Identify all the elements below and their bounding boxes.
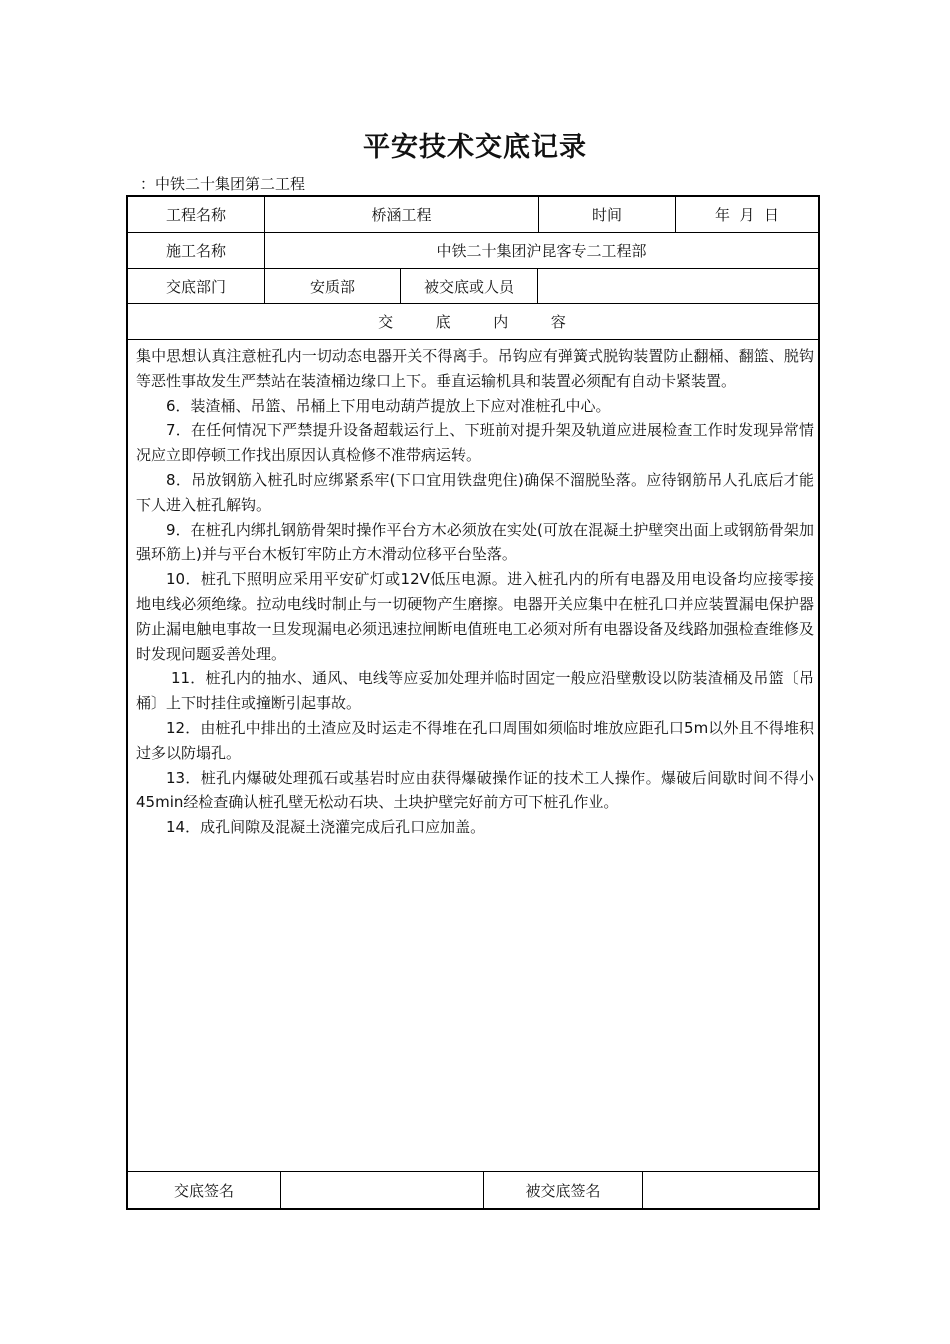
content-paragraph: 13．桩孔内爆破处理孤石或基岩时应由获得爆破操作证的技术工人操作。爆破后间歇时间不得小45min经检查确认桩孔壁无松动石块、土块护壁完好前方可下桩孔作业。 bbox=[136, 768, 814, 812]
recipient-signature-field[interactable] bbox=[643, 1172, 818, 1209]
content-paragraph: 集中思想认真注意桩孔内一切动态电器开关不得离手。吊钩应有弹簧式脱钩装置防止翻桶、翻篮、脱钩等恶性事故发生严禁站在装渣桶边缘口上下。垂直运输机具和装置必须配有自动卡紧装置。 bbox=[136, 347, 814, 390]
content-paragraph: 6．装渣桶、吊篮、吊桶上下用电动葫芦提放上下应对准桩孔中心。 bbox=[166, 396, 611, 415]
project-name-value: 桥涵工程 bbox=[371, 206, 432, 224]
content-paragraph: 11．桩孔内的抽水、通风、电线等应妥加处理并临时固定一般应沿壁敷设以防装渣桶及吊篮〔吊桶〕上下时挂住或撞断引起事故。 bbox=[136, 669, 814, 713]
document-title: 平安技术交底记录 bbox=[363, 132, 587, 163]
content-paragraph: 10．桩孔下照明应采用平安矿灯或12V低压电源。进入桩孔内的所有电器及用电设备均应接零接地电线必须绝缘。拉动电线时制止与一切硬物产生磨擦。电器开关应集中在桩孔口并应装置漏电保护器防止漏电触电事故一旦发现漏电必须迅速拉闸断电值班电工必须对所有电器设备及线路加强检查维修及时发现问题妥善处理。 bbox=[136, 570, 814, 663]
department-label: 交底部门 bbox=[165, 277, 226, 296]
recipient-label: 被交底或人员 bbox=[423, 277, 514, 296]
recipient-value[interactable] bbox=[538, 269, 818, 303]
disclosure-content bbox=[136, 344, 814, 840]
department-value: 安质部 bbox=[309, 277, 355, 296]
content-paragraph: 7．在任何情况下严禁提升设备超载运行上、下班前对提升架及轨道应进展检查工作时发现异常情况应立即停顿工作找出原因认真检修不准带病运转。 bbox=[136, 421, 814, 465]
construction-name-label: 施工名称 bbox=[165, 242, 226, 260]
recipient-signature-label: 被交底签名 bbox=[525, 1182, 601, 1200]
unit-line: ：中铁二十集团第二工程 bbox=[140, 175, 306, 193]
content-heading: 交 底 内 容 bbox=[378, 313, 568, 331]
content-paragraph: 14．成孔间隙及混凝土浇灌完成后孔口应加盖。 bbox=[166, 818, 486, 837]
discloser-signature-field[interactable] bbox=[281, 1172, 483, 1209]
content-paragraph: 12．由桩孔中排出的土渣应及时运走不得堆在孔口周围如须临时堆放应距孔口5m以外且不得堆积过多以防塌孔。 bbox=[136, 718, 814, 762]
content-paragraph: 8．吊放钢筋入桩孔时应绑紧系牢(下口宜用铁盘兜住)确保不溜脱坠落。应待钢筋吊人孔底后才能下人进入桩孔解钩。 bbox=[136, 470, 814, 514]
row-divider bbox=[128, 339, 818, 340]
discloser-signature-label: 交底签名 bbox=[173, 1182, 234, 1200]
project-name-label: 工程名称 bbox=[165, 206, 226, 224]
time-label: 时间 bbox=[591, 206, 622, 224]
disclosure-form bbox=[126, 195, 820, 1210]
time-value: 年 月 日 bbox=[714, 206, 780, 224]
content-paragraph: 9．在桩孔内绑扎钢筋骨架时操作平台方木必须放在实处(可放在混凝土护壁突出面上或钢筋骨架加强环筋上)并与平台木板钉牢防止方木滑动位移平台坠落。 bbox=[136, 520, 814, 564]
construction-name-value: 中铁二十集团沪昆客专二工程部 bbox=[436, 242, 647, 260]
